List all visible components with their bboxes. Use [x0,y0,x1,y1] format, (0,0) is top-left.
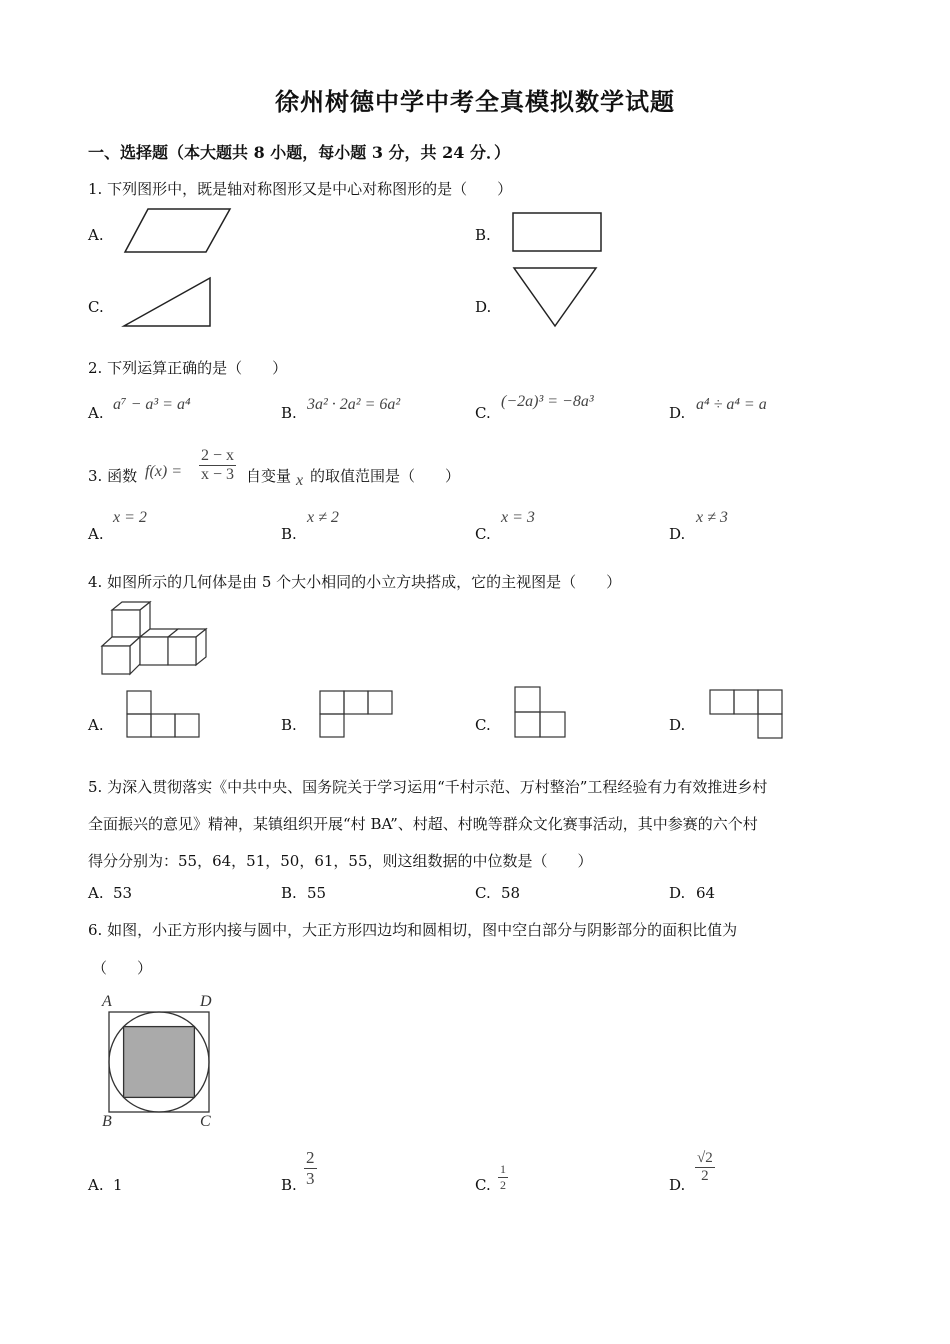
q2-option-d: a⁴ ÷ a⁴ = a [696,396,767,413]
q6-label-b: B. [281,1176,297,1194]
q3-option-b: x ≠ 2 [307,509,339,526]
q4-option-a-view [126,690,200,740]
q6-option-b-denominator: 3 [306,1169,315,1188]
q3-stem-middle: 自变量 [246,467,292,485]
q2-label-b: B. [281,404,297,422]
q2-label-a: A. [88,404,104,422]
q1-label-b: B. [475,226,491,244]
page-title: 徐州树德中学中考全真模拟数学试题 [275,87,675,116]
q3-fraction [199,447,236,484]
q5-option-b: 55 [307,884,327,902]
q5-label-c: C. [475,884,491,902]
q4-option-c-view [514,686,568,740]
q2-label-d: D. [669,404,686,422]
q6-label-c: C. [475,1176,491,1194]
q3-numerator: 2 − x [201,447,235,464]
q3-label-d: D. [669,525,686,543]
q6-figure [100,990,220,1130]
q4-label-d: D. [669,716,686,734]
q5-label-b: B. [281,884,297,902]
q3-denominator: x − 3 [201,466,235,483]
q3-function-name: f(x) = [145,463,182,480]
q3-option-a: x = 2 [113,509,147,526]
q3-label-b: B. [281,525,297,543]
q6-label-d: D. [669,1176,686,1194]
q4-label-a: A. [88,716,104,734]
q6-label-a: A. [88,1176,104,1194]
q6-option-a: 1 [113,1176,123,1194]
q1-option-c-right-triangle [122,276,214,330]
q5-line-2: 全面振兴的意见》精神，某镇组织开展“村 BA”、村超、村晚等群众文化赛事活动，其中参赛的六个村 [88,815,758,833]
q6-option-d-denominator: 2 [701,1168,709,1184]
q4-option-b-view [319,690,393,740]
q5-option-c: 58 [501,884,521,902]
q2-option-c: (−2a)³ = −8a³ [501,393,594,410]
q2-stem: 2. 下列运算正确的是（ ） [88,359,288,377]
q3-label-a: A. [88,525,104,543]
q3-variable: x [296,472,304,489]
q1-option-b-rectangle [512,212,604,254]
q5-option-a: 53 [113,884,133,902]
q2-option-b: 3a² · 2a² = 6a² [307,396,401,413]
q6-vertex-c: C [200,1113,211,1130]
q5-line-3: 得分分别为：55，64，51，50，61，55，则这组数据的中位数是（ ） [88,852,593,870]
q6-option-b [304,1148,317,1189]
q5-line-1: 5. 为深入贯彻落实《中共中央、国务院关于学习运用“千村示范、万村整治”工程经验有力有效推进乡村 [88,778,768,796]
q1-label-d: D. [475,298,492,316]
q6-option-c-numerator: 1 [500,1162,506,1176]
q1-label-c: C. [88,298,104,316]
q4-option-d-view [709,689,785,741]
q2-option-a: a⁷ − a³ = a⁴ [113,396,191,413]
q6-line-2: （ ） [92,959,153,977]
q1-label-a: A. [88,226,104,244]
q5-label-d: D. [669,884,686,902]
q6-option-c-denominator: 2 [500,1178,506,1192]
q5-option-d: 64 [696,884,716,902]
q4-stem: 4. 如图所示的几何体是由 5 个大小相同的小立方块搭成，它的主视图是（ ） [88,573,622,591]
q1-option-d-inverted-triangle [512,266,598,330]
q3-stem-suffix: 的取值范围是（ ） [310,467,461,485]
q3-option-d: x ≠ 3 [696,509,728,526]
q6-line-1: 6. 如图，小正方形内接与圆中，大正方形四边均和圆相切，图中空白部分与阴影部分的面积比值为 [88,921,738,939]
q3-option-c: x = 3 [501,509,535,526]
q1-stem: 1. 下列图形中，既是轴对称图形又是中心对称图形的是（ ） [88,180,513,198]
q6-vertex-a: A [102,993,112,1010]
q6-option-d-numerator: √2 [697,1150,713,1166]
q2-label-c: C. [475,404,491,422]
q4-solid-figure [98,600,212,678]
q6-option-b-numerator: 2 [306,1148,315,1167]
q1-option-a-parallelogram [124,208,232,254]
section-heading: 一、选择题（本大题共 8 小题，每小题 3 分，共 24 分．） [88,143,510,162]
q3-stem-prefix: 3. 函数 [88,467,138,485]
q5-label-a: A. [88,884,104,902]
q6-option-d [695,1150,715,1185]
q6-option-c [498,1162,508,1193]
q4-label-c: C. [475,716,491,734]
q4-label-b: B. [281,716,297,734]
q6-vertex-b: B [102,1113,112,1130]
q3-label-c: C. [475,525,491,543]
q6-vertex-d: D [200,993,212,1010]
